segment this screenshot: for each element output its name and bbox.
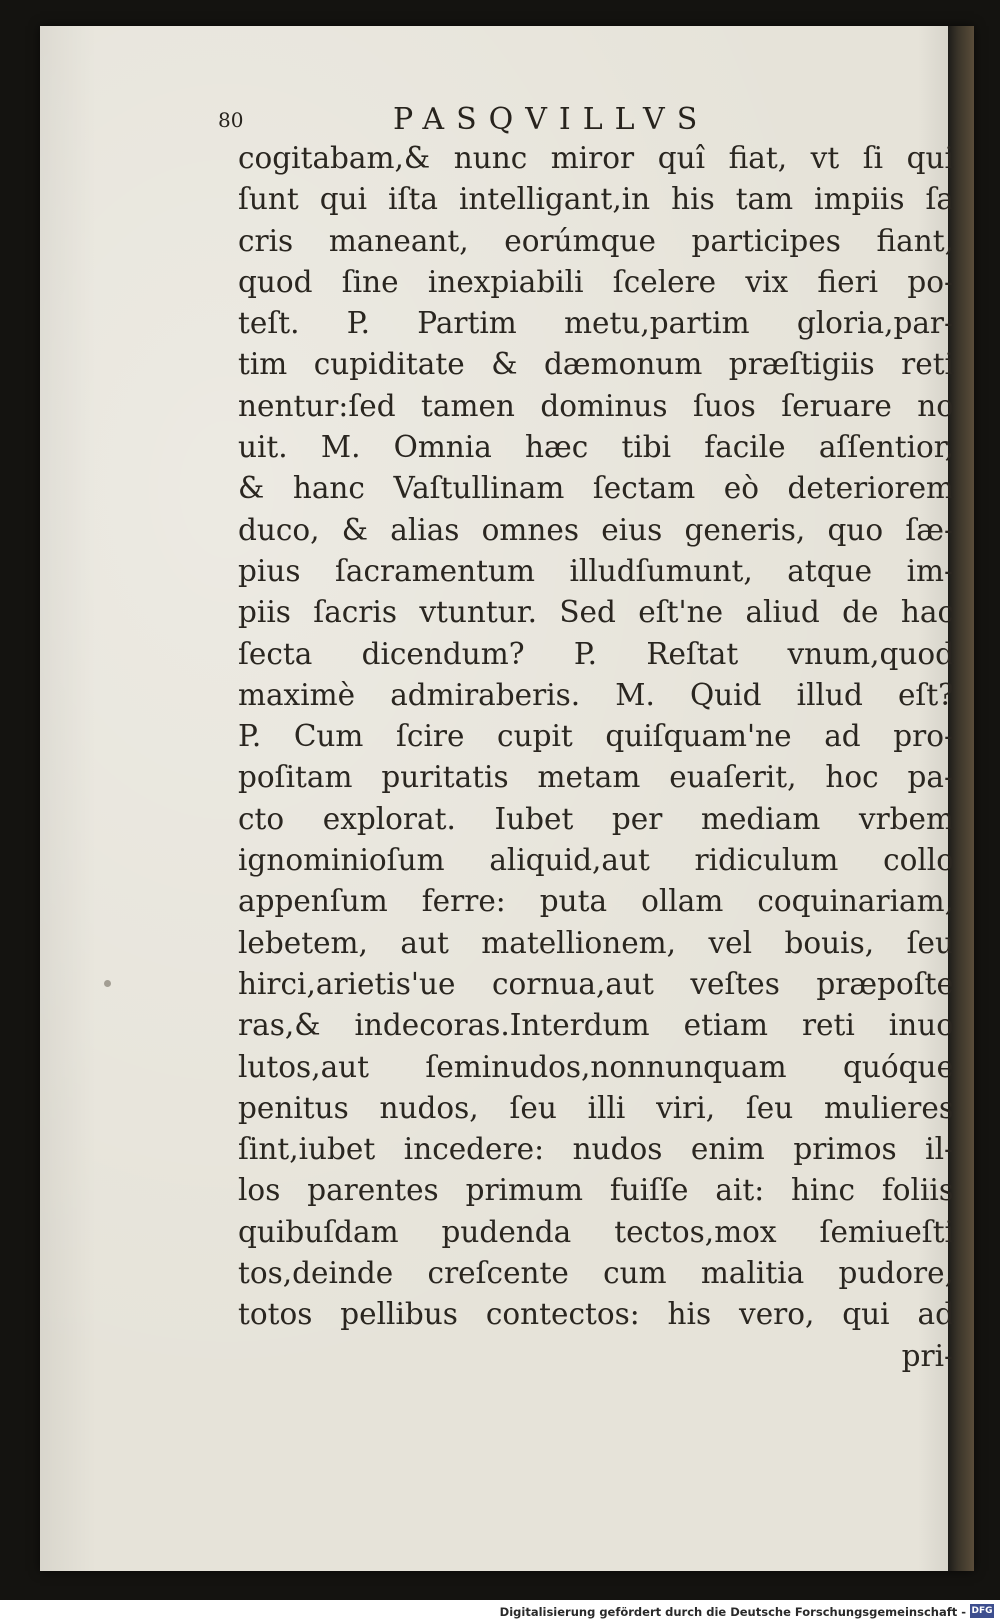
dfg-logo-icon: DFG xyxy=(971,1606,993,1616)
text-line: lutos,aut ſeminudos,nonnunquam quóque xyxy=(238,1049,954,1084)
text-line: ſunt qui iſta intelligant,in his tam impiis ſa xyxy=(238,182,954,217)
text-line: quod ſine inexpiabili ſcelere vix fieri po- xyxy=(238,264,954,299)
text-line: ſecta dicendum? P. Reſtat vnum,quod xyxy=(238,636,954,671)
footer-bar xyxy=(0,1600,1000,1622)
text-line: totos pellibus contectos: his vero, qui ad xyxy=(238,1297,954,1332)
text-line: poſitam puritatis metam euaſerit, hoc pa- xyxy=(238,760,954,795)
text-line: cogitabam,& nunc miror quî fiat, vt ſi qui xyxy=(238,141,954,175)
text-line: appenſum ferre: puta ollam coquinariam, xyxy=(238,884,954,919)
text-line: ignominioſum aliquid,aut ridiculum collo xyxy=(238,843,954,878)
text-line: ſint,iubet incedere: nudos enim primos il- xyxy=(238,1132,954,1167)
text-line: teſt. P. Partim metu,partim gloria,par- xyxy=(238,306,954,341)
page-number: 80 xyxy=(218,108,244,132)
text-line: pius ſacramentum illudſumunt, atque im- xyxy=(238,553,954,588)
text-line: tos,deinde creſcente cum malitia pudore, xyxy=(238,1256,954,1291)
running-title: PASQVILLVS xyxy=(393,102,710,137)
text-line: duco, & alias omnes eius generis, quo ſæ- xyxy=(238,512,954,547)
text-line: tim cupiditate & dæmonum præſtigiis reti xyxy=(238,347,954,382)
body-text xyxy=(238,138,954,1377)
text-line: los parentes primum fuiſſe ait: hinc foliis xyxy=(238,1173,954,1208)
text-line: P. Cum ſcire cupit quiſquam'ne ad pro- xyxy=(238,719,954,754)
text-line: cto explorat. Iubet per mediam vrbem xyxy=(238,801,954,836)
text-line: maximè admiraberis. M. Quid illud eſt? xyxy=(238,677,954,712)
text-line: nentur:ſed tamen dominus ſuos ſeruare no xyxy=(238,388,954,423)
running-head xyxy=(218,98,938,138)
text-line: cris maneant, eorúmque participes fiant, xyxy=(238,223,954,258)
text-line: quibuſdam pudenda tectos,mox ſemiueſti xyxy=(238,1214,954,1249)
text-line: penitus nudos, ſeu illi viri, ſeu mulieres xyxy=(238,1090,954,1125)
text-line: hirci,arietis'ue cornua,aut veſtes præpoſte xyxy=(238,966,954,1001)
text-line: ras,& indecoras.Interdum etiam reti inuo xyxy=(238,1008,954,1043)
margin-speck xyxy=(104,980,111,987)
text-line: piis ſacris vtuntur. Sed eſt'ne aliud de hac xyxy=(238,595,954,630)
text-line: & hanc Vaſtullinam ſectam eò deteriorem xyxy=(238,471,954,506)
catchword: pri- xyxy=(901,1338,954,1373)
text-line: uit. M. Omnia hæc tibi facile aſſentior, xyxy=(238,430,954,465)
funding-credit: Digitalisierung gefördert durch die Deutsche Forschungsgemeinschaft - xyxy=(499,1605,966,1619)
text-line: lebetem, aut matellionem, vel bouis, ſeu xyxy=(238,925,954,960)
